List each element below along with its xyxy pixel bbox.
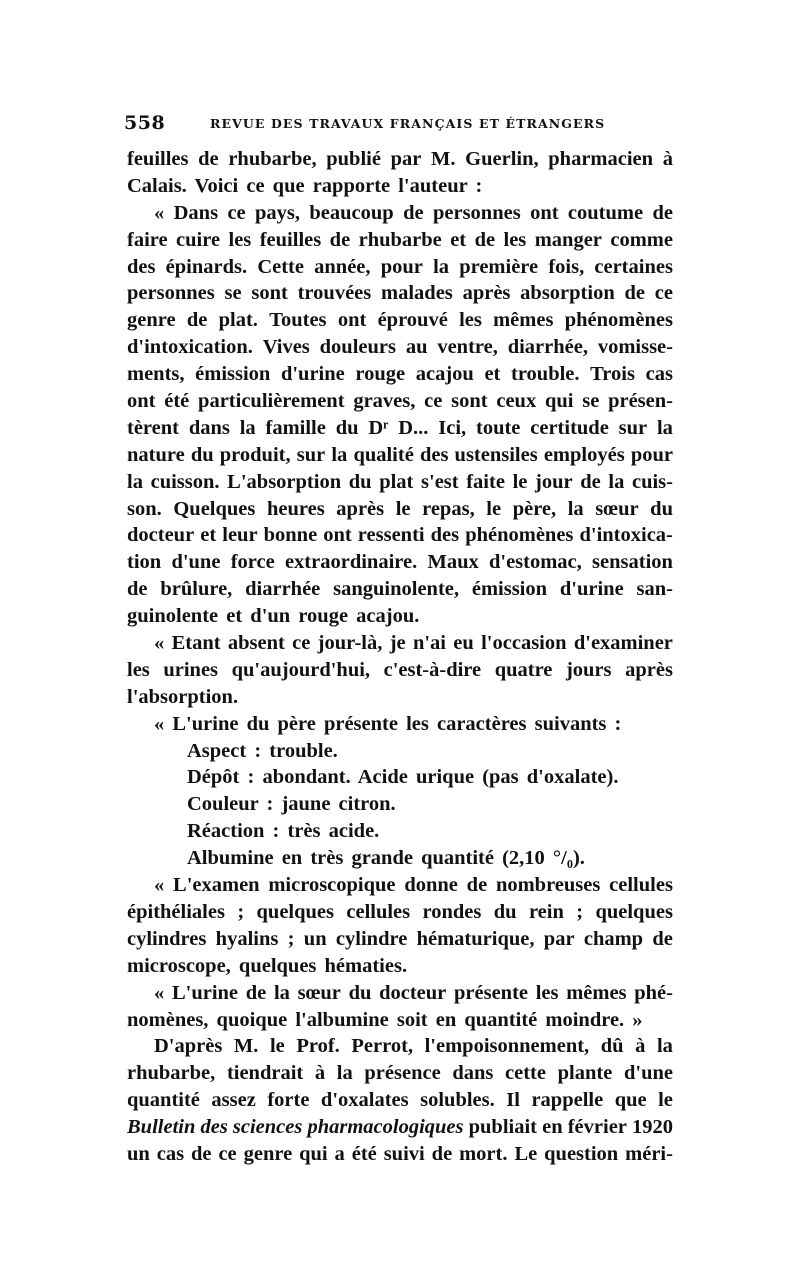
text-line: ments, émission d'urine rouge acajou et trouble. Trois cas: [127, 363, 673, 386]
text-line: guinolente et d'un rouge acajou.: [127, 605, 420, 628]
text-line: ont été particulièrement graves, ce sont ceux qui se présen-: [127, 390, 673, 413]
text-line: Calais. Voici ce que rapporte l'auteur :: [127, 174, 483, 197]
text-line: l'absorption.: [127, 685, 239, 708]
text-line: « Etant absent ce jour-là, je n'ai eu l'occasion d'examiner: [154, 632, 673, 655]
text-line: docteur et leur bonne ont ressenti des phénomènes d'intoxica-: [127, 524, 673, 547]
text-line: Aspect : trouble.: [187, 739, 338, 762]
page-number: 558: [124, 112, 166, 134]
text-line: personnes se sont trouvées malades après absorption de ce: [127, 282, 673, 305]
page-header: [124, 112, 673, 142]
text-line: tèrent dans la famille du Dʳ D... Ici, toute certitude sur la: [127, 416, 673, 439]
text-line: rhubarbe, tiendrait à la présence dans cette plante d'une: [127, 1062, 673, 1085]
body-text: [127, 146, 673, 1168]
text-line: nomènes, quoique l'albumine soit en quantité moindre. »: [127, 1008, 643, 1031]
text-line: Couleur : jaune citron.: [187, 793, 396, 816]
text-line: nature du produit, sur la qualité des ustensiles employés pour: [127, 443, 673, 466]
text-line: son. Quelques heures après le repas, le père, la sœur du: [127, 497, 673, 520]
text-line: Réaction : très acide.: [187, 820, 380, 843]
book-page: [124, 112, 673, 1168]
text-line: faire cuire les feuilles de rhubarbe et de les manger comme: [127, 228, 673, 251]
text-line: Dépôt : abondant. Acide urique (pas d'oxalate).: [187, 766, 619, 789]
running-head: REVUE DES TRAVAUX FRANÇAIS ET ÉTRANGERS: [210, 116, 606, 131]
text-line: D'après M. le Prof. Perrot, l'empoisonnement, dû à la: [154, 1035, 673, 1058]
text-line: d'intoxication. Vives douleurs au ventre, diarrhée, vomisse-: [127, 336, 673, 359]
text-line: « L'examen microscopique donne de nombreuses cellules: [154, 874, 673, 897]
text-line: Albumine en très grande quantité (2,10 °/₀).: [187, 847, 585, 870]
text-line: « Dans ce pays, beaucoup de personnes ont coutume de: [154, 201, 673, 224]
text-line: microscope, quelques hématies.: [127, 954, 408, 977]
text-line: tion d'une force extraordinaire. Maux d'estomac, sensation: [127, 551, 673, 574]
text-line: « L'urine du père présente les caractères suivants :: [154, 712, 622, 735]
text-line: les urines qu'aujourd'hui, c'est-à-dire quatre jours après: [127, 658, 673, 681]
text-line: épithéliales ; quelques cellules rondes du rein ; quelques: [127, 900, 673, 923]
text-line: cylindres hyalins ; un cylindre hématurique, par champ de: [127, 927, 673, 950]
text-line: un cas de ce genre qui a été suivi de mort. Le question méri-: [127, 1142, 673, 1165]
text-line: feuilles de rhubarbe, publié par M. Guerlin, pharmacien à: [127, 148, 673, 170]
text-line: « L'urine de la sœur du docteur présente les mêmes phé-: [154, 981, 673, 1004]
text-line: la cuisson. L'absorption du plat s'est faite le jour de la cuis-: [127, 470, 673, 493]
text-line: des épinards. Cette année, pour la première fois, certaines: [127, 255, 673, 278]
text-line: Bulletin des sciences pharmacologiques publiait en février 1920: [127, 1116, 673, 1139]
text-line: quantité assez forte d'oxalates solubles. Il rappelle que le: [127, 1089, 673, 1112]
text-line: genre de plat. Toutes ont éprouvé les mêmes phénomènes: [127, 309, 673, 332]
text-line: de brûlure, diarrhée sanguinolente, émission d'urine san-: [127, 578, 673, 601]
